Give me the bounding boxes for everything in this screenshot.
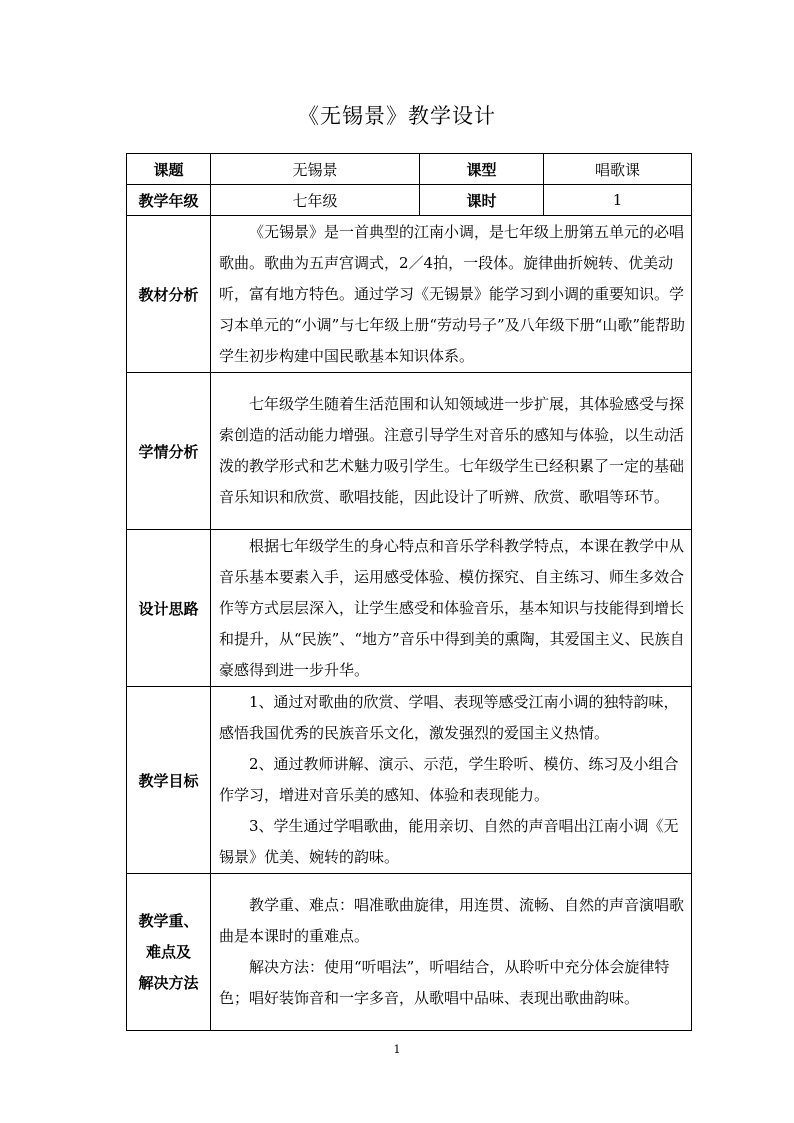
- table-row-objectives: [127, 687, 692, 874]
- label-key-points: [127, 874, 211, 1031]
- label-lesson-type: 课型: [420, 154, 544, 185]
- label-learner-analysis: 学情分析: [127, 373, 211, 530]
- objective-item: 2、通过教师讲解、演示、示范，学生聆听、模仿、练习及小组合作学习，增进对音乐美的感知、体验和表现能力。: [219, 755, 679, 804]
- learner-analysis-text: 七年级学生随着生活范围和认知领域进一步扩展，其体验感受与探索创造的活动能力增强。注意引导学生对音乐的感知与体验，以生动活泼的教学形式和艺术魅力吸引学生。七年级学生已经积累了一定的基础音乐知识和欣赏、歌唱技能，因此设计了听辨、欣赏、歌唱等环节。: [219, 395, 685, 506]
- table-row-design-ideas: [127, 530, 692, 687]
- label-topic: 课题: [127, 154, 211, 185]
- lesson-plan-table: [126, 153, 692, 1031]
- label-key-points-line: 难点及: [145, 942, 191, 961]
- table-row-grade: [127, 185, 692, 216]
- key-points-item: 解决方法：使用“听唱法”，听唱结合，从聆听中充分体会旋律特色；唱好装饰音和一字多音，从歌唱中品味、表现出歌曲韵味。: [219, 958, 670, 1007]
- label-periods: 课时: [420, 185, 544, 216]
- table-row-material-analysis: [127, 216, 692, 373]
- value-periods: 1: [544, 185, 692, 216]
- objective-item: 3、学生通过学唱歌曲，能用亲切、自然的声音唱出江南小调《无锡景》优美、婉转的韵味。: [219, 817, 679, 866]
- page-number: 1: [393, 1043, 401, 1056]
- table-row-learner-analysis: [127, 373, 692, 530]
- value-grade: 七年级: [211, 185, 420, 216]
- material-analysis-cell: [211, 216, 692, 373]
- key-points-item: 教学重、难点：唱准歌曲旋律，用连贯、流畅、自然的声音演唱歌曲是本课时的重难点。: [219, 896, 685, 945]
- document-title: 《无锡景》教学设计: [298, 104, 496, 128]
- label-key-points-line: 解决方法: [138, 973, 199, 992]
- objectives-cell: [211, 687, 692, 874]
- label-grade: 教学年级: [127, 185, 211, 216]
- material-analysis-text: 《无锡景》是一首典型的江南小调，是七年级上册第五单元的必唱歌曲。歌曲为五声宫调式，2／4拍，一段体。旋律曲折婉转、优美动听，富有地方特色。通过学习《无锡景》能学习到小调的重要知识。学习本单元的“小调”与七年级上册“劳动号子”及八年级下册“山歌”能帮助学生初步构建中国民歌基本知识体系。: [219, 222, 686, 365]
- label-design-ideas: 设计思路: [127, 530, 211, 687]
- label-objectives: 教学目标: [127, 687, 211, 874]
- value-lesson-type: 唱歌课: [544, 154, 692, 185]
- table-row-topic: [127, 154, 692, 185]
- design-ideas-cell: [211, 530, 692, 687]
- table-row-key-points: [127, 874, 692, 1031]
- label-key-points-line: 教学重、: [138, 911, 199, 930]
- label-material-analysis: 教材分析: [127, 216, 211, 373]
- design-ideas-text: 根据七年级学生的身心特点和音乐学科教学特点，本课在教学中从音乐基本要素入手，运用感受体验、模仿探究、自主练习、师生多效合作等方式层层深入，让学生感受和体验音乐，基本知识与技能得到增长和提升，从“民族”、“地方”音乐中得到美的熏陶，其爱国主义、民族自豪感得到进一步升华。: [219, 536, 685, 679]
- objective-item: 1、通过对歌曲的欣赏、学唱、表现等感受江南小调的独特韵味，感悟我国优秀的民族音乐文化，激发强烈的爱国主义热情。: [219, 693, 679, 742]
- learner-analysis-cell: [211, 373, 692, 530]
- key-points-cell: [211, 874, 692, 1031]
- value-topic: 无锡景: [211, 154, 420, 185]
